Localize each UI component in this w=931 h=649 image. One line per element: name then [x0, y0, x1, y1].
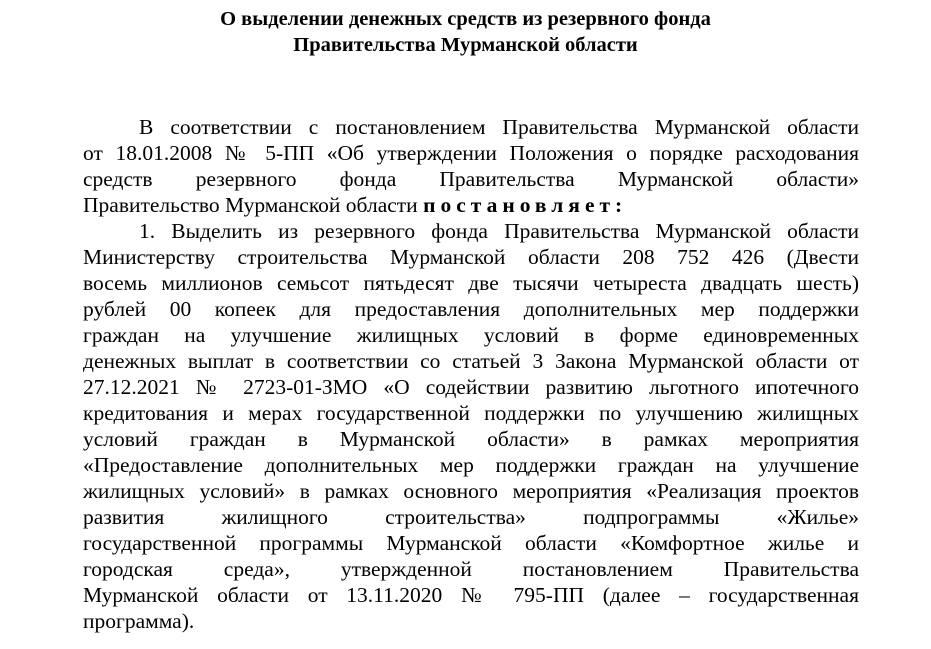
paragraph-line: развития жилищного строительства» подпрограммы «Жилье» — [83, 505, 859, 529]
paragraph-line: Министерству строительства Мурманской области 208 752 426 (Двести — [83, 245, 859, 269]
paragraph-line: В соответствии с постановлением Правительства Мурманской области — [139, 115, 859, 139]
paragraph-line: городская среда», утвержденной постановлением Правительства — [83, 557, 859, 581]
paragraph-line: условий граждан в Мурманской области» в рамках мероприятия — [83, 427, 859, 451]
document-title-line-1: О выделении денежных средств из резервного фонда — [220, 8, 711, 30]
document-title-line-2: Правительства Мурманской области — [293, 34, 638, 56]
paragraph-line-with-decree — [83, 192, 859, 218]
paragraph-line: жилищных условий» в рамках основного мероприятия «Реализация проектов — [83, 479, 859, 503]
paragraph-line-text: Правительство Мурманской области — [83, 193, 424, 217]
paragraph-line: кредитования и мерах государственной поддержки по улучшению жилищных — [83, 401, 859, 425]
paragraph-line: от 18.01.2008 № 5-ПП «Об утверждении Положения о порядке расходования — [83, 141, 859, 165]
paragraph-line: средств резервного фонда Правительства Мурманской области» — [83, 167, 859, 191]
paragraph-line: восемь миллионов семьсот пятьдесят две тысячи четыреста двадцать шесть) — [83, 271, 859, 295]
paragraph-line: рублей 00 копеек для предоставления дополнительных мер поддержки — [83, 297, 859, 321]
paragraph-line: денежных выплат в соответствии со статьей 3 Закона Мурманской области от — [83, 349, 859, 373]
decree-word: постановляет: — [423, 193, 628, 217]
paragraph-line: 27.12.2021 № 2723-01-ЗМО «О содействии развитию льготного ипотечного — [83, 375, 859, 399]
paragraph-line: Мурманской области от 13.11.2020 № 795-ПП (далее – государственная — [83, 583, 859, 607]
paragraph-line: «Предоставление дополнительных мер поддержки граждан на улучшение — [83, 453, 859, 477]
paragraph-line: 1. Выделить из резервного фонда Правительства Мурманской области — [139, 219, 859, 243]
paragraph-line: граждан на улучшение жилищных условий в форме единовременных — [83, 323, 859, 347]
paragraph-line: государственной программы Мурманской области «Комфортное жилье и — [83, 531, 859, 555]
paragraph-line-last: программа). — [83, 609, 195, 633]
